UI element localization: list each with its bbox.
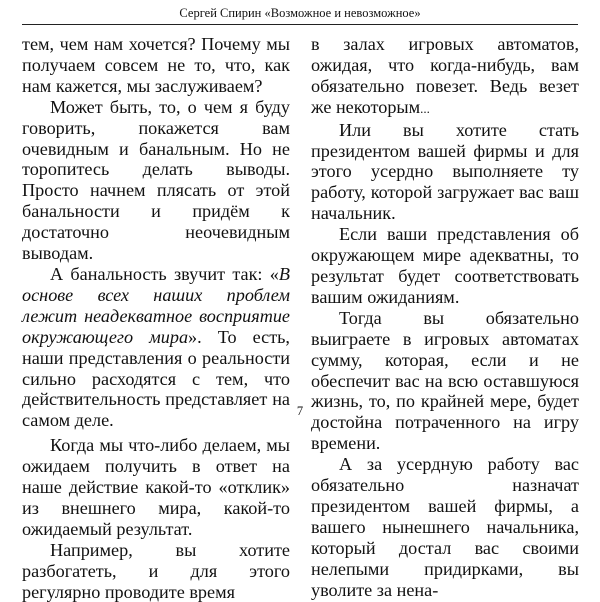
paragraph: Может быть, то, о чем я буду говорить, покажется вам очевидным и банальным. Но не торопитесь делать выводы. Просто начнем плясать от этой банальности и придём к достаточно неочевидным выводам. [22,96,290,264]
italic-quote: В основе всех наших проблем лежит неадекватное восприятие окружающего мира [22,263,290,347]
right-column [311,34,579,600]
paragraph: А за усердную работу вас обязательно назначат президентом вашей фирмы, а вашего нынешнего начальника, который достал вас своими нелепыми придирками, вы уволите за нена- [311,454,579,600]
page-number: 7 [296,404,304,418]
left-column [22,34,290,602]
paragraph [311,34,579,120]
paragraph-text: ». То есть, наши представления о реальности сильно расходятся с тем, что действительность представляет на самом деле. [22,326,290,431]
paragraph-text: в залах игровых автоматов, ожидая, что когда-нибудь, вам обязательно повезет. Ведь везет же некоторым [311,34,579,117]
running-header: Сергей Спирин «Возможное и невозможное» [179,6,421,20]
paragraph: Или вы хотите стать президентом вашей фирмы и для этого усердно выполняете ту работу, которой загружает вас ваш начальник. [311,119,579,224]
ellipsis: ... [420,100,430,116]
paragraph: Когда мы что-либо делаем, мы ожидаем получить в ответ на наше действие какой-то «отклик» из внешнего мира, какой-то ожидаемый результат. [22,435,290,539]
paragraph: Тогда вы обязательно выиграете в игровых автоматах сумму, которая, если и не обеспечит вас на всю оставшуюся жизнь, то, по крайней мере, будет достойна потраченного на игру времени. [311,307,579,454]
header-rule [22,24,578,25]
paragraph: Если ваши представления об окружающем мире адекватны, то результат будет соответствовать вашим ожиданиям. [311,224,579,307]
paragraph-text: А банальность звучит так: « [50,263,279,284]
paragraph: Например, вы хотите разбогатеть, и для этого регулярно проводите время [22,539,290,602]
paragraph: тем, чем нам хочется? Почему мы получаем совсем не то, что, как нам кажется, мы заслуживаем? [22,34,290,96]
